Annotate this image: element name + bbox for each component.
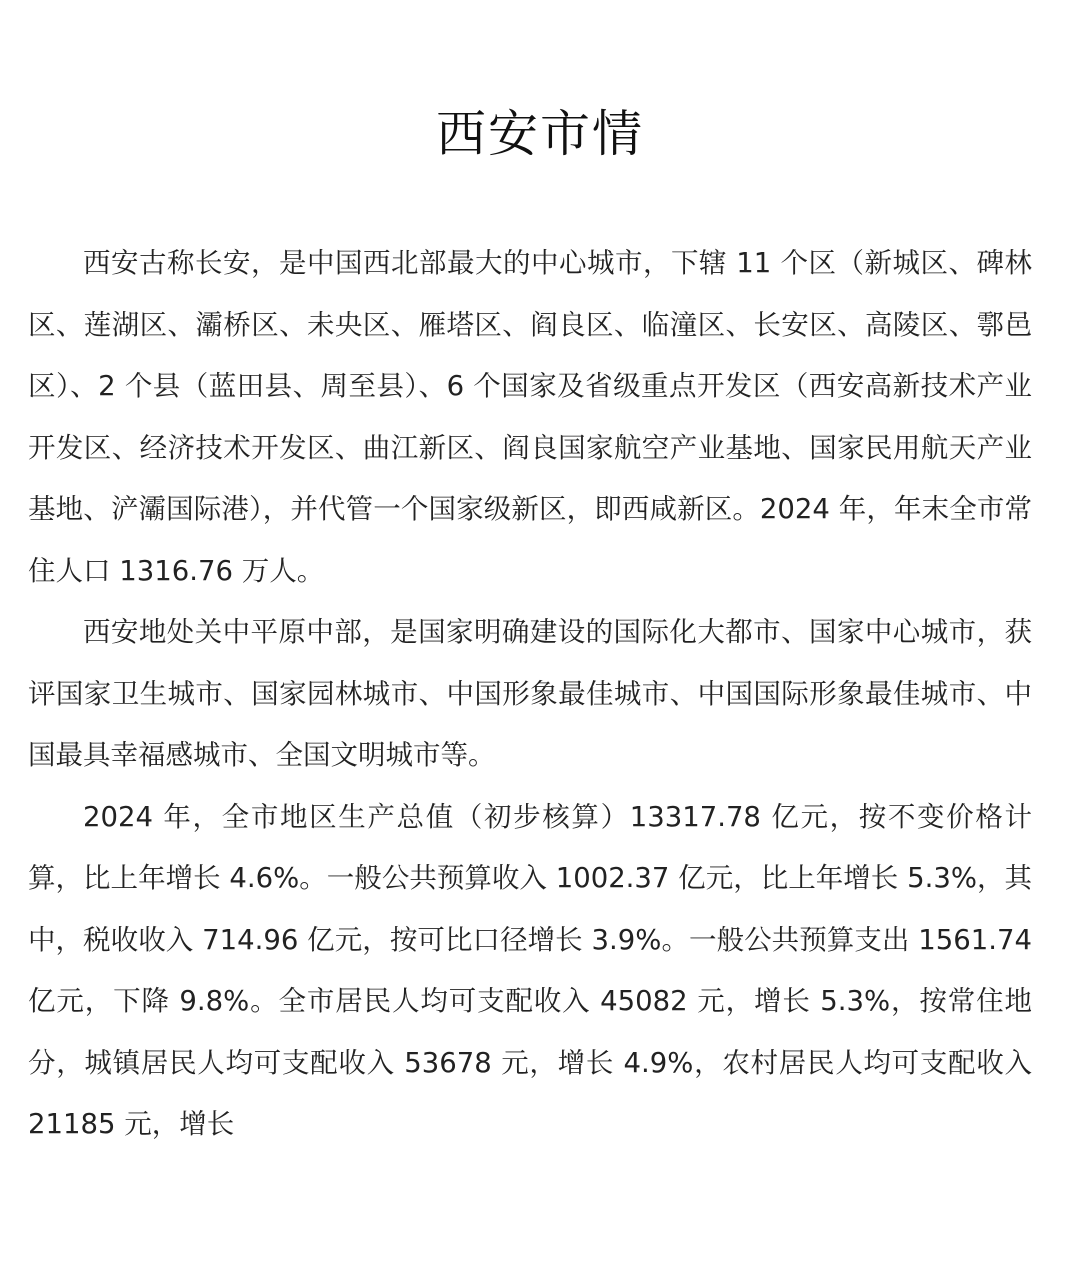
document-title: 西安市情: [436, 105, 644, 163]
paragraph-location: 西安地处关中平原中部，是国家明确建设的国际化大都市、国家中心城市，获评国家卫生城市、国家园林城市、中国形象最佳城市、中国国际形象最佳城市、中国最具幸福感城市、全国文明城市等。: [28, 616, 1032, 771]
paragraph-overview: 西安古称长安，是中国西北部最大的中心城市，下辖 11 个区（新城区、碑林区、莲湖区、灞桥区、未央区、雁塔区、阎良区、临潼区、长安区、高陵区、鄠邑区）、2 个县（蓝田县、周至县）、6 个国家及省级重点开发区（西安高新技术产业开发区、经济技术开发区、曲江新区、阎良国家航空产业基地、国家民用航天产业基地、浐灞国际港），并代管一个国家级新区，即西咸新区。2024 年，年末全市常住人口 1316.76 万人。: [28, 247, 1032, 587]
document-body: [28, 233, 1032, 1140]
paragraph-economy: 2024 年，全市地区生产总值（初步核算）13317.78 亿元，按不变价格计算，比上年增长 4.6%。一般公共预算收入 1002.37 亿元，比上年增长 5.3%，其中，税收收入 714.96 亿元，按可比口径增长 3.9%。一般公共预算支出 1561.74 亿元，下降 9.8%。全市居民人均可支配收入 45082 元，增长 5.3%，按常住地分，城镇居民人均可支配收入 53678 元，增长 4.9%，农村居民人均可支配收入 21185 元，增长: [28, 800, 1032, 1140]
